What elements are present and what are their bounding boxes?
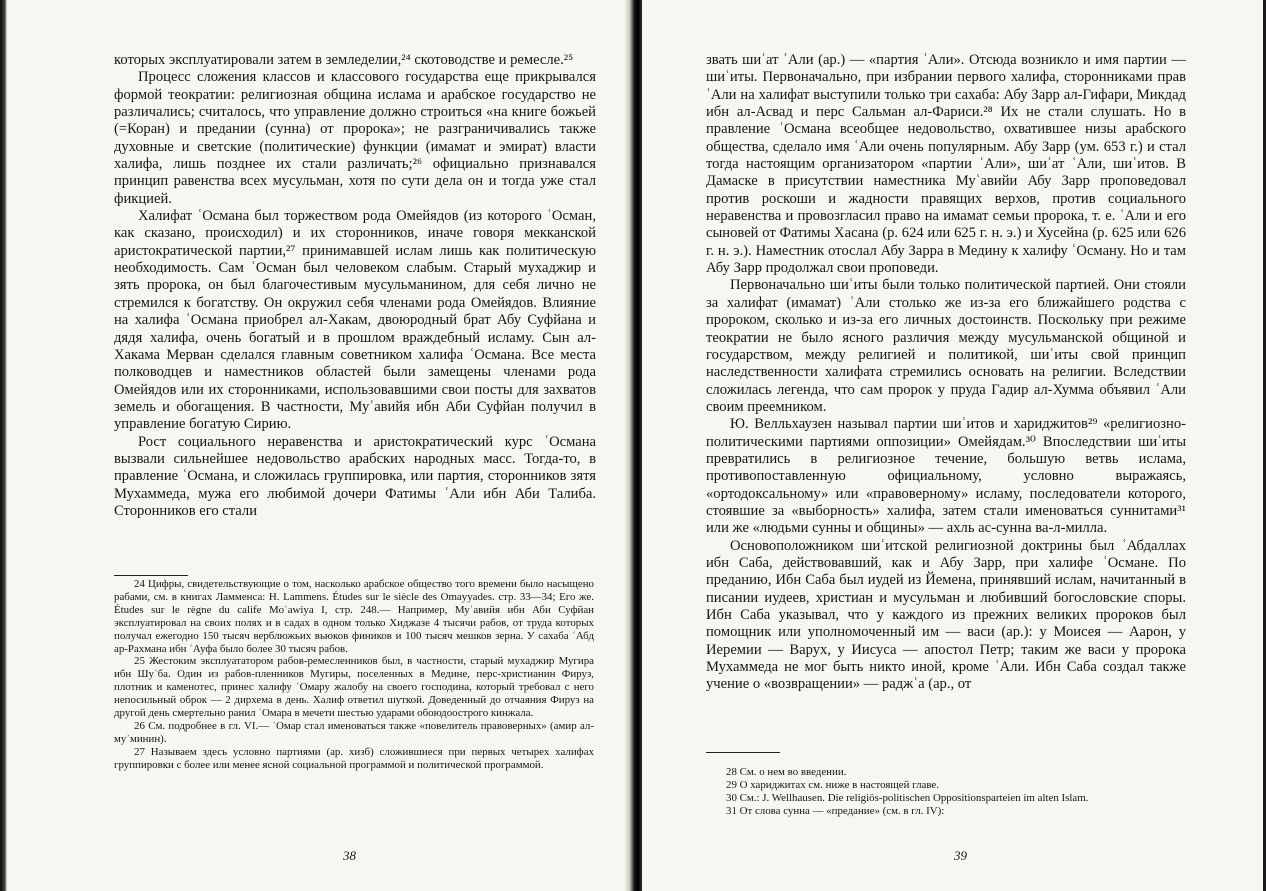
paragraph: Первоначально шиʿиты были только политической партией. Они стояли за халифат (имамат) ʿАли столько же из-за его ближайшего родства с пророком, сколько и из-за его личных достоинств. Поскольку при режиме теократии не было ясного различия между мусульманской общиной и государством, между религией и политикой, шиʿиты свой принцип наследственности халифата стремились основать на религии. Вследствии сложилась легенда, что сам пророк у пруда Гадир ал-Хумма объявил ʿАли своим преемником. — [706, 277, 1186, 415]
paragraph: Ю. Велльхаузен называл партии шиʿитов и хариджитов²⁹ «религиозно-политическими партиями оппозиции» Омейядам.³⁰ Впоследствии шиʿиты превратились в религиозное течение, большую ветвь ислама, противопоставленную официальному, условно выражаясь, «ортодоксальному» или «правоверному» исламу, последователи которого, стоявшие за «выборность» халифа, затем стали именоваться суннитами³¹ или же «людьми сунны и общины» — ахль ас-сунна ва-л-милла. — [706, 416, 1186, 537]
footnote: 25 Жестоким эксплуататором рабов-ремесленников был, в частности, старый мухаджир Мугира ибн Шуʿба. Один из рабов-пленников Мугиры, поселенных в Медине, перс-христианин Фируз, плотник и каменотес, принес халифу ʿОмару жалобу на своего господина, который требовал с него непосильный оброк — 2 дирхема в день. Халиф ответил шуткой. Доведенный до отчаяния Фируз на другой день смертельно ранил ʿОмара в мечети шестью ударами обоюдоострого кинжала. — [114, 655, 594, 720]
footnote: 31 От слова сунна — «предание» (см. в гл. IV): — [726, 804, 945, 817]
footnote: 29 О хариджитах см. ниже в настоящей главе. — [726, 778, 939, 791]
footnote-rule — [114, 575, 188, 576]
paragraph: которых эксплуатировали затем в земледелии,²⁴ скотоводстве и ремесле.²⁵ — [114, 52, 574, 68]
footnote: 28 См. о нем во введении. — [726, 766, 847, 778]
footnote: 26 См. подробнее в гл. VI.— ʿОмар стал именоваться также «повелитель правоверных» (амир ал-муʾминин). — [114, 719, 594, 745]
right-footnotes — [706, 766, 1186, 818]
footnote-rule — [706, 752, 780, 753]
page-number: 39 — [954, 848, 967, 863]
paragraph: Рост социального неравенства и аристократический курс ʿОсмана вызвали сильнейшее недовольство арабских народных масс. Тогда-то, в правление ʿОсмана, и сложилась группировка, или партия, сторонников зятя Мухаммеда, мужа его любимой дочери Фатимы ʿАли ибн Аби Талиба. Сторонников его стали — [114, 433, 596, 519]
page-edge-shadow — [0, 0, 7, 891]
left-page — [0, 0, 632, 891]
right-page — [642, 0, 1266, 891]
paragraph: Халифат ʿОсмана был торжеством рода Омейядов (из которого ʿОсман, как сказано, происходил) и их сторонников, иначе говоря мекканской аристократической партии,²⁷ принимавшей ислам лишь как политическую необходимость. Сам ʿОсман был человеком слабым. Старый мухаджир и зять пророка, он был благочестивым мусульманином, для себя лично не стремился к богатству. Он окружил себя членами рода Омейядов. Влияние на халифа ʿОсмана приобрел ал-Хакам, двоюродный брат Абу Суфйана и дядя халифа, очень богатый и в прошлом враждебный исламу. Сын ал-Хакама Мерван сделался главным советником халифа ʿОсмана. Все места полководцев и наместников областей были замещены членами рода Омейядов или их сторонниками, использовавшими свои посты для захватов земель и обогащения. В частности, Муʿавийя ибн Аби Суфйан получил в управление богатую Сирию. — [114, 208, 596, 433]
paragraph: Основоположником шиʿитской религиозной доктрины был ʿАбдаллах ибн Саба, действовавший, как и Абу Зарр, при халифе ʿОсмане. По преданию, Ибн Саба был иудей из Йемена, принявший ислам, начитанный в писании иудеев, христиан и мусульман и любивший богословские споры. Ибн Саба указывал, что у каждого из прежних великих пророков был помощник или уполномоченный им — васи (ар.): у Моисея — Аарон, у Иеремии — Варух, у Иисуса — апостол Петр; таким же васи у пророка Мухаммеда не мог быть никто иной, кроме ʿАли. Ибн Саба создал также учение о «возвращении» — раджʿа (ар., от — [706, 537, 1186, 693]
footnote: 30 См.: J. Wellhausen. Die religiös-politischen Oppositionsparteien im alten Islam. — [726, 791, 1089, 804]
paragraph: звать шиʿат ʿАли (ар.) — «партия ʿАли». Отсюда возникло и имя партии — шиʿиты. Первоначально, при избрании первого халифа, сторонниками прав ʿАли на халифат выступили только три сахаба: Абу Зарр ал-Гифари, Микдад ибн ал-Асвад и перс Сальман ал-Фариси.²⁸ Их не стали слушать. Но в правление ʿОсмана всеобщее недовольство, охватившее низы арабского общества, сделало имя ʿАли очень популярным. Абу Зарр (ум. 653 г.) и стал тогда настоящим организатором «партии ʿАли», шиʿат ʿАли, шиʿитов. В Дамаске в присутствии наместника Муʿавийи Абу Зарр проповедовал против роскоши и жадности правящих верхов, против социального неравенства и провозгласил право на имамат семьи пророка, т. е. ʿАли и его сыновей от Фатимы Хасана (р. 624 или 625 г. н. э.) и Хусейна (р. 625 или 626 г. н. э.). Наместник отослал Абу Зарра в Медину к халифу ʿОсману. Но и там Абу Зарр продолжал свои проповеди. — [706, 52, 1186, 277]
right-body-text — [706, 52, 1186, 694]
footnote: 24 Цифры, свидетельствующие о том, насколько арабское общество того времени было насыщено рабами, см. в книгах Ламменса: H. Lammens. Études sur le siècle des Omayyades. стр. 33—34; Его же. Études sur le règne du calife Moʿawiya I, стр. 248.— Например, Муʿавийя ибн Аби Суфйан эксплуатировал на своих полях и в садах в одном только Хиджазе 4 тысячи рабов, от труда которых получал ежегодно 150 тысяч верблюжьих вьюков фиников и 100 тысяч мешков зерна. У сахаба ʿАбд ар-Рахмана ибн ʿАуфа было более 30 тысяч рабов. — [114, 578, 594, 655]
page-number: 38 — [343, 848, 356, 863]
left-footnotes — [114, 578, 594, 772]
footnote: 27 Называем здесь условно партиями (ар. хизб) сложившиеся при первых четырех халифах группировки с более или менее ясной социальной программой и политической программой. — [114, 745, 594, 771]
left-body-text — [114, 52, 596, 520]
paragraph: Процесс сложения классов и классового государства еще прикрывался формой теократии: религиозная община ислама и арабское государство не различались; считалось, что управление должно строиться «на книге божьей (=Коран) и предании (сунна) от пророка»; не разграничивались также духовные и светские (политические) функции (имамат и эмират) власти халифа, лишь позднее их стали различать;²⁶ официально признавался принцип равенства всех мусульман, хотя по сути дела он и тогда уже стал фикцией. — [114, 69, 596, 207]
